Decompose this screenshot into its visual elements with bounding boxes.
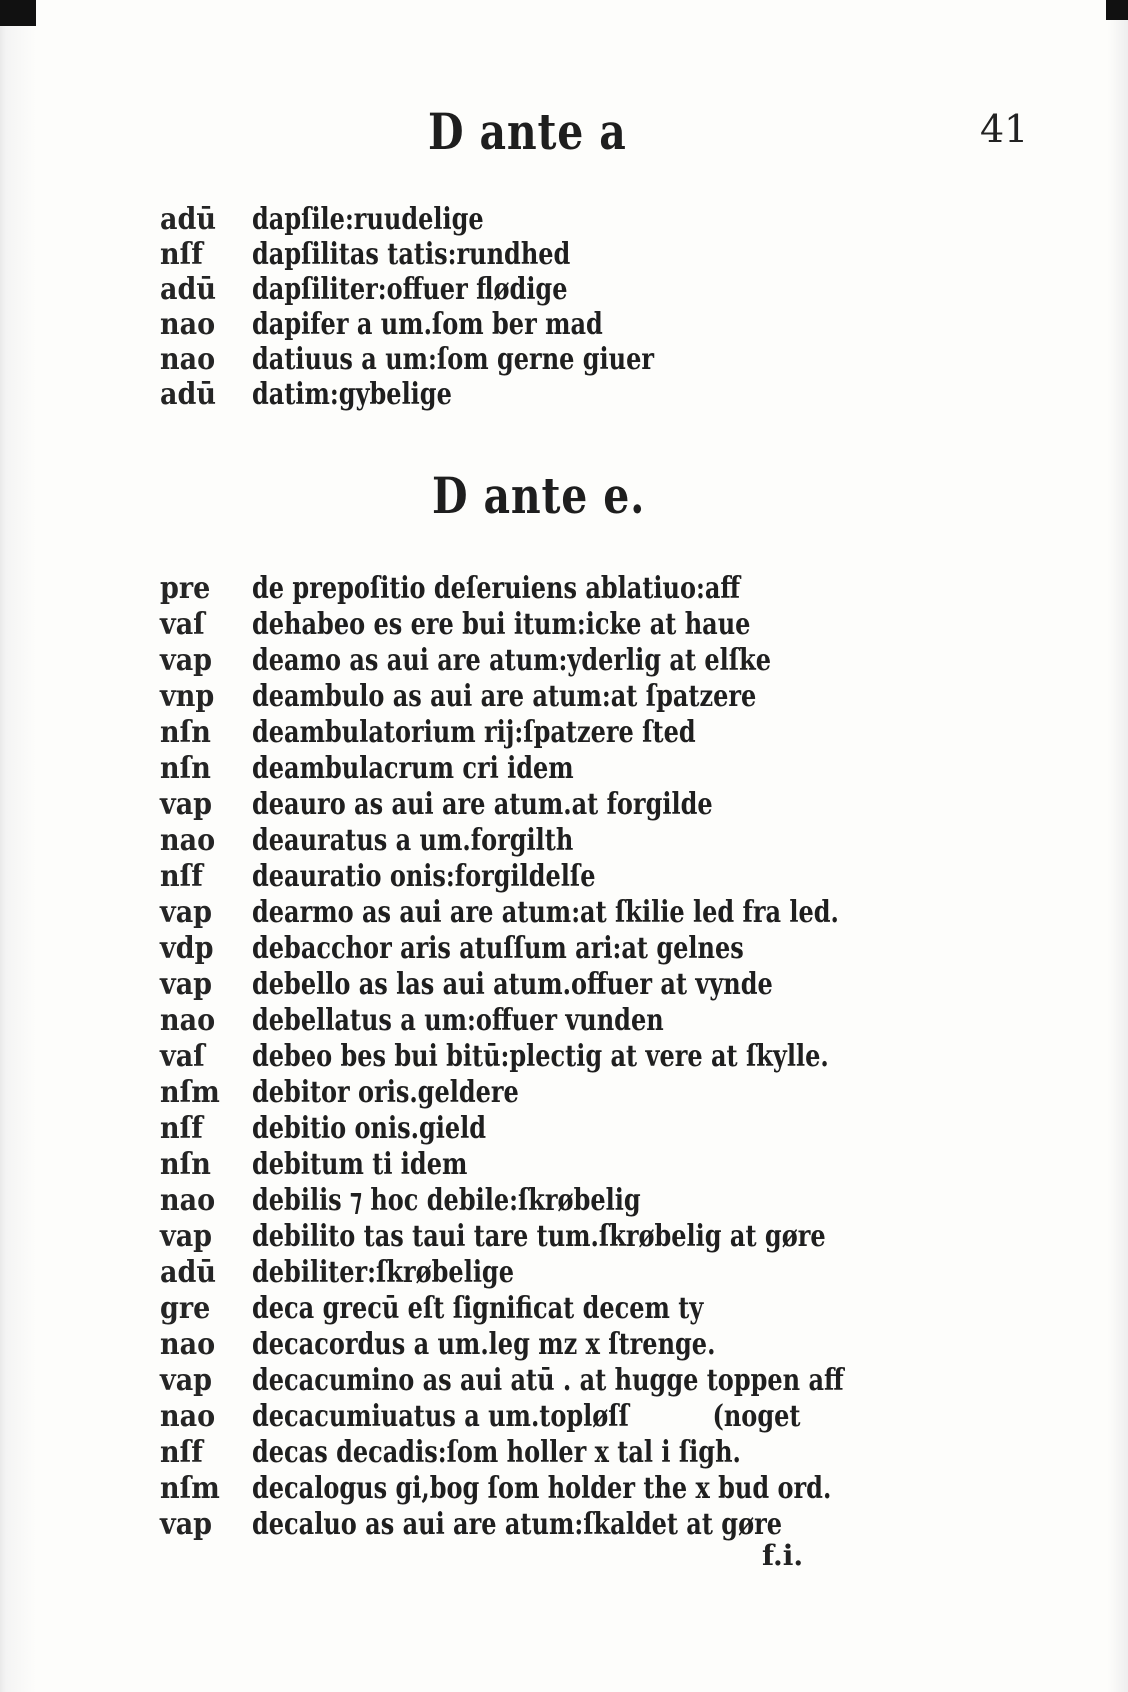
entry-grammar-code: nao — [160, 1003, 216, 1038]
entry-grammar-code: adū — [160, 1255, 217, 1290]
list-item — [0, 787, 1128, 823]
list-item — [0, 1003, 1128, 1039]
entry-definition: deambulacrum cri idem — [252, 751, 574, 786]
entry-grammar-code: vap — [160, 1219, 213, 1254]
entry-definition: deauratus a um.forgilth — [252, 823, 574, 858]
entry-grammar-code: vap — [160, 1507, 213, 1542]
list-item — [0, 895, 1128, 931]
entry-grammar-code: adū — [160, 202, 217, 237]
entry-definition: decacumiuatus a um.topløſſ (noget — [252, 1399, 801, 1434]
list-item — [0, 1399, 1128, 1435]
entry-grammar-code: nſf — [160, 1111, 203, 1146]
entry-definition: datim:gybelige — [252, 377, 452, 412]
entry-definition: decas decadis:ſom holler x tal i ſigh. — [252, 1435, 741, 1470]
entry-grammar-code: vap — [160, 643, 213, 678]
entry-grammar-code: nſf — [160, 859, 203, 894]
list-item — [0, 1327, 1128, 1363]
entry-definition: debeo bes bui bitū:plectig at vere at ſkylle. — [252, 1039, 829, 1074]
entry-definition: deca grecū eſt ſignificat decem ty — [252, 1291, 704, 1326]
list-item — [0, 1291, 1128, 1327]
entry-definition: debitor oris.geldere — [252, 1075, 519, 1110]
list-item — [0, 1363, 1128, 1399]
entry-grammar-code: vaſ — [160, 607, 205, 642]
entry-grammar-code: adū — [160, 272, 217, 307]
list-item — [0, 715, 1128, 751]
section-title: D ante e. — [432, 466, 646, 525]
entry-definition: decalogus gi,bog ſom holder the x bud ord. — [252, 1471, 832, 1506]
entry-grammar-code: nao — [160, 1183, 216, 1218]
entry-definition: dapſile:ruudelige — [252, 202, 484, 237]
entry-definition: dapſiliter:offuer flødige — [252, 272, 568, 307]
page-number: 41 — [980, 107, 1029, 151]
entry-definition: debacchor aris atuſſum ari:at gelnes — [252, 931, 744, 966]
list-item — [0, 643, 1128, 679]
list-item — [0, 1183, 1128, 1219]
entry-definition: debilis ⁊ hoc debile:ſkrøbelig — [252, 1183, 641, 1218]
scan-corner-top-left — [0, 0, 36, 26]
page-title: D ante a — [428, 102, 627, 161]
entry-definition: debiliter:ſkrøbelige — [252, 1255, 514, 1290]
list-item — [0, 679, 1128, 715]
entry-definition: deambulatorium rij:ſpatzere ſted — [252, 715, 696, 750]
list-item — [0, 272, 1128, 308]
entry-grammar-code: nſm — [160, 1471, 220, 1506]
entry-definition: debilito tas taui tare tum.ſkrøbelig at gøre — [252, 1219, 826, 1254]
list-item — [0, 859, 1128, 895]
list-item — [0, 1039, 1128, 1075]
list-item — [0, 1435, 1128, 1471]
entry-definition: datiuus a um:ſom gerne giuer — [252, 342, 655, 377]
entry-definition: deamo as aui are atum:yderlig at elſke — [252, 643, 772, 678]
entry-grammar-code: pre — [160, 571, 211, 606]
entry-grammar-code: nao — [160, 1327, 216, 1362]
entry-definition: de prepoſitio deſeruiens ablatiuo:aff — [252, 571, 741, 606]
entry-definition: debello as las aui atum.offuer at vynde — [252, 967, 773, 1002]
entry-grammar-code: nſn — [160, 1147, 211, 1182]
entry-definition: decaluo as aui are atum:ſkaldet at gøre — [252, 1507, 783, 1542]
entry-grammar-code: adū — [160, 377, 217, 412]
entry-grammar-code: nao — [160, 342, 216, 377]
list-item — [0, 1111, 1128, 1147]
list-item — [0, 571, 1128, 607]
entry-definition: dapifer a um.ſom ber mad — [252, 307, 603, 342]
entry-grammar-code: nſn — [160, 715, 211, 750]
entry-definition: debitum ti idem — [252, 1147, 468, 1182]
list-item — [0, 342, 1128, 378]
entry-grammar-code: vap — [160, 1363, 213, 1398]
entry-grammar-code: nao — [160, 1399, 216, 1434]
entry-grammar-code: gre — [160, 1291, 211, 1326]
entry-grammar-code: nſn — [160, 751, 211, 786]
list-item — [0, 751, 1128, 787]
list-item — [0, 1219, 1128, 1255]
entry-definition: decacordus a um.leg mz x ſtrenge. — [252, 1327, 716, 1362]
list-item — [0, 1075, 1128, 1111]
entry-definition: decacumino as aui atū . at hugge toppen aff — [252, 1363, 844, 1398]
entry-definition: dehabeo es ere bui itum:icke at haue — [252, 607, 751, 642]
entry-grammar-code: nſm — [160, 1075, 220, 1110]
entry-definition: dearmo as aui are atum:at ſkilie led fra led. — [252, 895, 839, 930]
list-item — [0, 237, 1128, 273]
entry-grammar-code: vap — [160, 787, 213, 822]
list-item — [0, 823, 1128, 859]
list-item — [0, 1471, 1128, 1507]
list-item — [0, 1507, 1128, 1543]
entry-definition: dapſilitas tatis:rundhed — [252, 237, 571, 272]
entry-grammar-code: vaſ — [160, 1039, 205, 1074]
entry-grammar-code: nao — [160, 823, 216, 858]
list-item — [0, 967, 1128, 1003]
list-item — [0, 607, 1128, 643]
entry-definition: debitio onis.gield — [252, 1111, 487, 1146]
entry-grammar-code: vap — [160, 895, 213, 930]
list-item — [0, 377, 1128, 413]
list-item — [0, 1147, 1128, 1183]
signature-mark: f.i. — [762, 1539, 804, 1572]
entry-grammar-code: vnp — [160, 679, 215, 714]
list-item — [0, 1255, 1128, 1291]
entry-definition: deauro as aui are atum.at forgilde — [252, 787, 713, 822]
entry-definition: deambulo as aui are atum:at ſpatzere — [252, 679, 757, 714]
entry-grammar-code: nao — [160, 307, 216, 342]
entry-grammar-code: vdp — [160, 931, 214, 966]
entry-grammar-code: nſf — [160, 237, 203, 272]
list-item — [0, 307, 1128, 343]
scan-corner-top-right — [1106, 0, 1128, 20]
entry-grammar-code: vap — [160, 967, 213, 1002]
entry-grammar-code: nſf — [160, 1435, 203, 1470]
list-item — [0, 202, 1128, 238]
entry-definition: debellatus a um:offuer vunden — [252, 1003, 664, 1038]
list-item — [0, 931, 1128, 967]
entry-definition: deauratio onis:forgildelſe — [252, 859, 596, 894]
